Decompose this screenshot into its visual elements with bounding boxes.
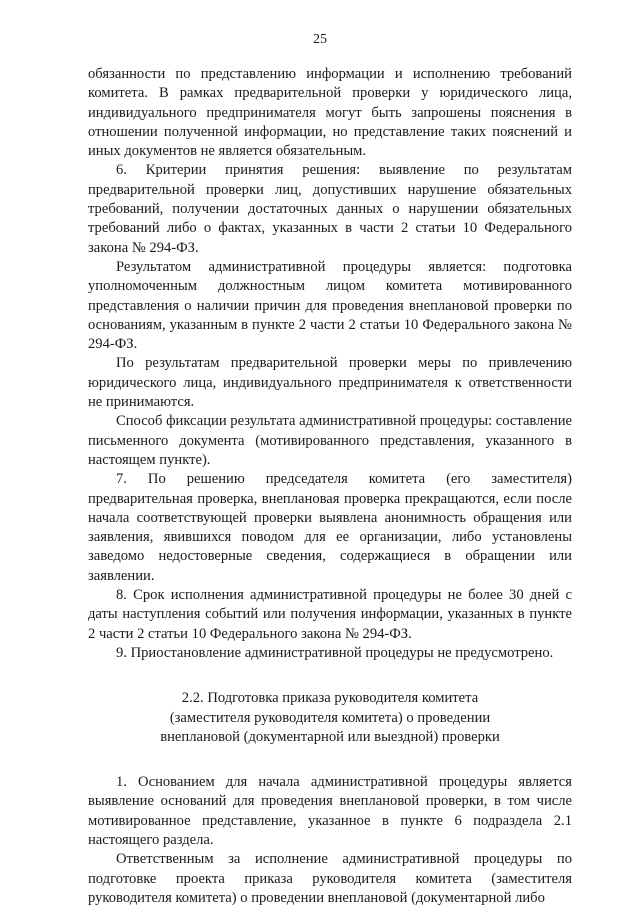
paragraph-no-liability: По результатам предварительной проверки меры по привлечению юридического лица, индивидуального предпринимателя к ответственности не принимаются.: [88, 355, 572, 411]
paragraph-item-8: 8. Срок исполнения административной процедуры не более 30 дней с даты наступления событий или получения информации, указанных в пункте 2 части 2 статьи 10 Федерального закона № 294-ФЗ.: [88, 587, 572, 642]
paragraph-fixation-method: Способ фиксации результата административной процедуры: составление письменного документа (мотивированного представления, указанного в настоящем пункте).: [88, 413, 572, 468]
paragraph-result: Результатом административной процедуры является: подготовка уполномоченным должностным лицом комитета мотивированного представления о наличии причин для проведения внеплановой проверки по основаниям, указанным в пункте 2 части 2 статьи 10 Федерального закона № 294-ФЗ.: [88, 258, 572, 353]
section-heading-line-2: (заместителя руководителя комитета) о проведении: [169, 709, 491, 726]
page-number: 25: [313, 32, 327, 47]
paragraph-continuation: обязанности по представлению информации и исполнению требований комитета. В рамках предварительной проверки у юридического лица, индивидуального предпринимателя могут быть запрошены пояснения в отношении полученной информации, но представление таких пояснений и иных документов не является обязательным.: [88, 66, 572, 160]
paragraph-basis: 1. Основанием для начала административной процедуры является выявление оснований для проведения внеплановой проверки, в том числе мотивированное представление, указанное в пункте 6 подраздела 2.1 настоящего раздела.: [88, 774, 572, 848]
paragraph-responsible: Ответственным за исполнение административной процедуры по подготовке проекта приказа руководителя комитета (заместителя руководителя комитета) о проведении внеплановой (документарной либо: [88, 851, 572, 906]
paragraph-item-7: 7. По решению председателя комитета (его заместителя) предварительная проверка, внеплановая проверка прекращаются, если после начала соответствующей проверки выявлена анонимность обращения или заявления, явившихся поводом для ее организации, либо установлены заведомо недостоверные сведения, содержащиеся в обращении или заявлении.: [88, 471, 572, 584]
section-heading-line-1: 2.2. Подготовка приказа руководителя комитета: [181, 690, 479, 707]
paragraph-item-6: 6. Критерии принятия решения: выявление по результатам предварительной проверки лиц, допустивших нарушение обязательных требований, получении достаточных данных о нарушении обязательных требований либо о фактах, указанных в части 2 статьи 10 Федерального закона № 294-ФЗ.: [88, 162, 572, 256]
section-heading-line-3: внеплановой (документарной или выездной) проверки: [160, 728, 500, 745]
document-body: [88, 65, 572, 908]
section-heading: [88, 689, 572, 747]
paragraph-item-9: 9. Приостановление административной процедуры не предусмотрено.: [116, 644, 554, 661]
